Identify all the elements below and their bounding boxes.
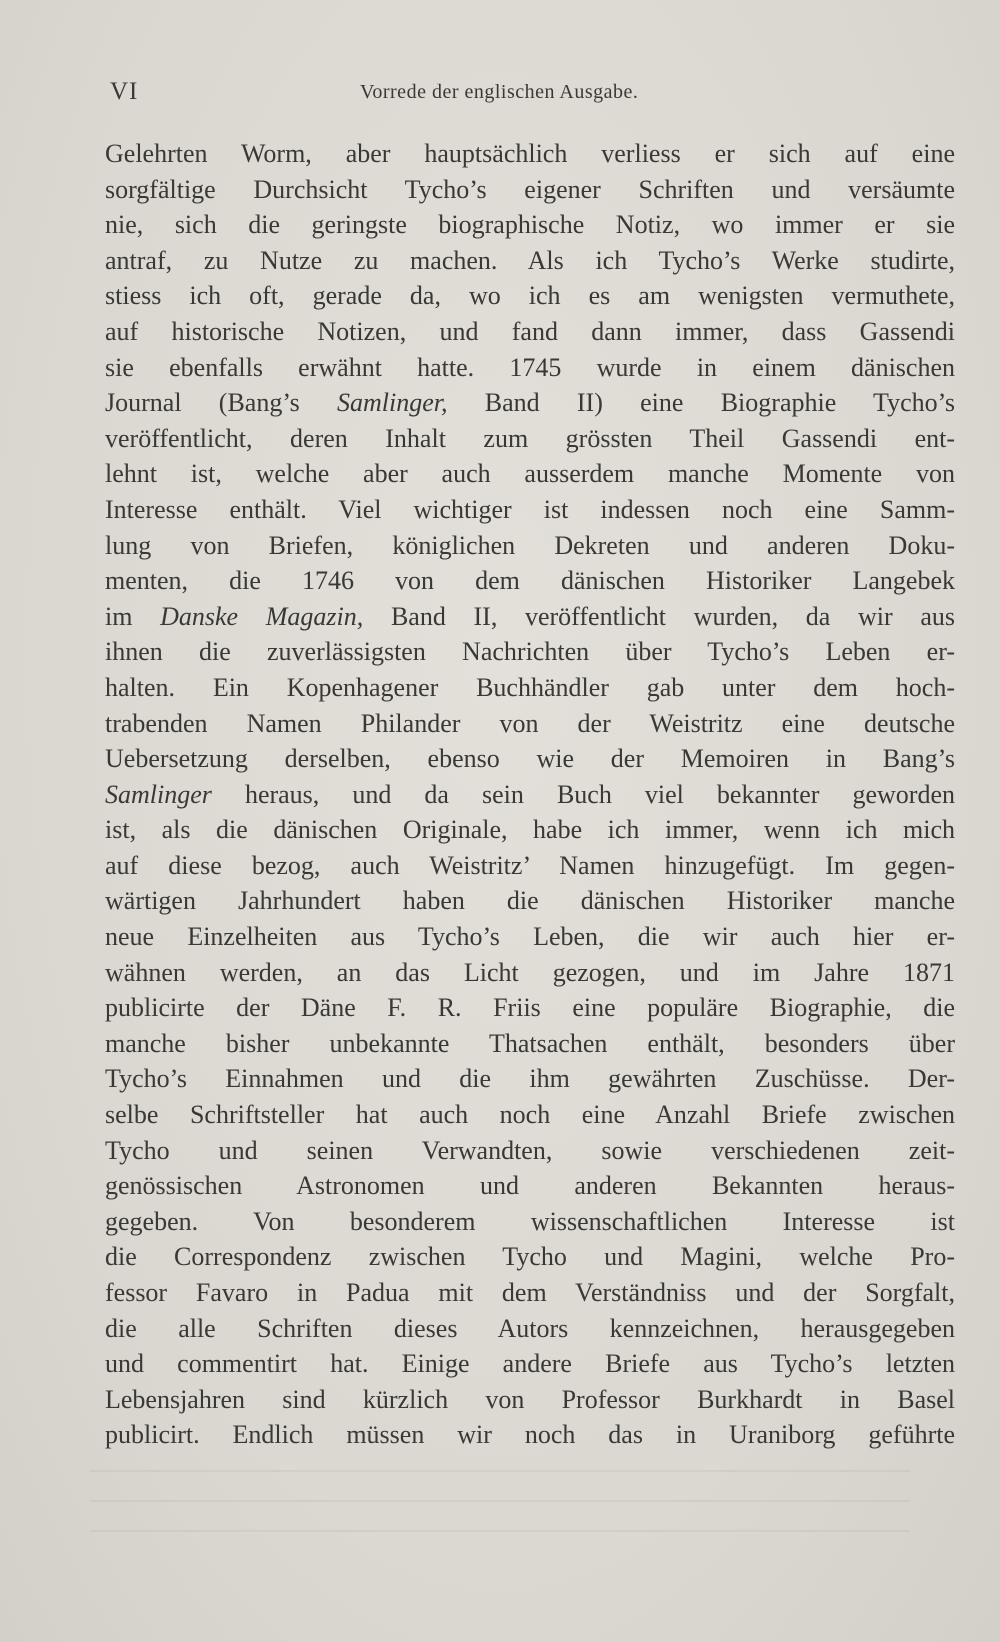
text-line <box>105 350 955 386</box>
text-line <box>105 1346 955 1382</box>
text-segment: Band II, veröffentlicht wurden, da wir aus <box>363 601 955 631</box>
text-segment: trabenden Namen Philander von der Weistritz eine deutsche <box>105 708 955 738</box>
text-line <box>105 1311 955 1347</box>
text-line <box>105 136 955 172</box>
text-line <box>105 634 955 670</box>
text-segment: die alle Schriften dieses Autors kennzeichnen, herausgegeben <box>105 1313 955 1343</box>
text-segment: Uebersetzung derselben, ebenso wie der Memoiren in Bang’s <box>105 744 955 774</box>
text-segment: sie ebenfalls erwähnt hatte. 1745 wurde in einem dänischen <box>105 352 955 382</box>
text-line <box>105 1097 955 1133</box>
text-segment: lung von Briefen, königlichen Dekreten und anderen Doku- <box>105 530 955 560</box>
text-line <box>105 919 955 955</box>
text-line <box>105 848 955 884</box>
text-line <box>105 1275 955 1311</box>
text-segment: Tycho und seinen Verwandten, sowie verschiedenen zeit- <box>105 1135 955 1165</box>
running-head <box>110 78 900 108</box>
text-segment: publicirt. Endlich müssen wir noch das in Uraniborg geführte <box>105 1420 955 1450</box>
text-line <box>105 528 955 564</box>
text-segment: stiess ich oft, gerade da, wo ich es am wenigsten vermuthete, <box>105 281 955 311</box>
text-line <box>105 1239 955 1275</box>
text-line <box>105 207 955 243</box>
text-segment: Journal (Bang’s <box>105 388 337 418</box>
text-segment: genössischen Astronomen und anderen Bekannten heraus- <box>105 1171 955 1201</box>
text-line <box>105 172 955 208</box>
text-segment: menten, die 1746 von dem dänischen Historiker Langebek <box>105 566 955 596</box>
text-segment: wähnen werden, an das Licht gezogen, und im Jahre 1871 <box>105 957 955 987</box>
text-segment: heraus, und da sein Buch viel bekannter geworden <box>211 779 955 809</box>
text-segment: gegeben. Von besonderem wissenschaftlichen Interesse ist <box>105 1206 955 1236</box>
text-line <box>105 1061 955 1097</box>
text-segment: wärtigen Jahrhundert haben die dänischen Historiker manche <box>105 886 955 916</box>
text-segment: Band II) eine Biographie Tycho’s <box>447 388 955 418</box>
text-line <box>105 812 955 848</box>
text-segment: antraf, zu Nutze zu machen. Als ich Tycho’s Werke studirte, <box>105 245 955 275</box>
text-segment: auf diese bezog, auch Weistritz’ Namen hinzugefügt. Im gegen- <box>105 850 955 880</box>
text-segment: halten. Ein Kopenhagener Buchhändler gab unter dem hoch- <box>105 672 955 702</box>
running-title: Vorrede der englischen Ausgabe. <box>360 81 639 103</box>
text-segment: veröffentlicht, deren Inhalt zum grössten Theil Gassendi ent- <box>105 423 955 453</box>
text-segment: nie, sich die geringste biographische Notiz, wo immer er sie <box>105 210 955 240</box>
text-segment: Gelehrten Worm, aber hauptsächlich verliess er sich auf eine <box>105 139 955 168</box>
show-through-text <box>90 1470 910 1560</box>
text-segment: im <box>105 601 161 631</box>
italic-title: Samlinger <box>105 779 212 809</box>
text-segment: ihnen die zuverlässigsten Nachrichten über Tycho’s Leben er- <box>105 637 955 667</box>
italic-title: Samlinger, <box>336 388 448 418</box>
text-segment: manche bisher unbekannte Thatsachen enthält, besonders über <box>105 1028 955 1058</box>
text-line <box>105 1026 955 1062</box>
text-segment: neue Einzelheiten aus Tycho’s Leben, die wir auch hier er- <box>105 922 955 952</box>
text-segment: selbe Schriftsteller hat auch noch eine Anzahl Briefe zwischen <box>105 1100 955 1130</box>
text-segment: fessor Favaro in Padua mit dem Verständniss und der Sorgfalt, <box>105 1278 955 1307</box>
text-line <box>105 1133 955 1169</box>
text-segment: sorgfältige Durchsicht Tycho’s eigener Schriften und versäumte <box>105 174 955 204</box>
text-line <box>105 314 955 350</box>
italic-title: Danske Magazin, <box>160 601 364 631</box>
text-line <box>105 492 955 528</box>
text-line <box>105 741 955 777</box>
text-line <box>105 278 955 314</box>
text-line <box>105 1204 955 1240</box>
page-number: VI <box>110 78 139 105</box>
text-line <box>105 990 955 1026</box>
text-line <box>105 563 955 599</box>
text-segment: publicirte der Däne F. R. Friis eine populäre Biographie, die <box>105 993 955 1023</box>
text-line <box>105 243 955 279</box>
text-segment: Lebensjahren sind kürzlich von Professor Burkhardt in Basel <box>105 1384 955 1414</box>
text-line <box>105 421 955 457</box>
text-segment: Tycho’s Einnahmen und die ihm gewährten Zuschüsse. Der- <box>105 1064 955 1094</box>
text-line <box>105 385 955 421</box>
body-text <box>105 136 955 1453</box>
text-line <box>105 599 955 635</box>
text-line <box>105 1417 955 1453</box>
text-segment: lehnt ist, welche aber auch ausserdem manche Momente von <box>105 459 955 489</box>
text-line <box>105 456 955 492</box>
text-line <box>105 883 955 919</box>
text-segment: ist, als die dänischen Originale, habe ich immer, wenn ich mich <box>105 815 955 845</box>
text-line <box>105 1382 955 1418</box>
text-segment: Interesse enthält. Viel wichtiger ist indessen noch eine Samm- <box>105 494 955 524</box>
text-segment: die Correspondenz zwischen Tycho und Magini, welche Pro- <box>105 1242 955 1272</box>
text-segment: auf historische Notizen, und fand dann immer, dass Gassendi <box>105 316 955 346</box>
text-line <box>105 706 955 742</box>
text-segment: und commentirt hat. Einige andere Briefe aus Tycho’s letzten <box>105 1349 955 1379</box>
text-line <box>105 777 955 813</box>
text-line <box>105 670 955 706</box>
text-line <box>105 1168 955 1204</box>
text-line <box>105 955 955 991</box>
